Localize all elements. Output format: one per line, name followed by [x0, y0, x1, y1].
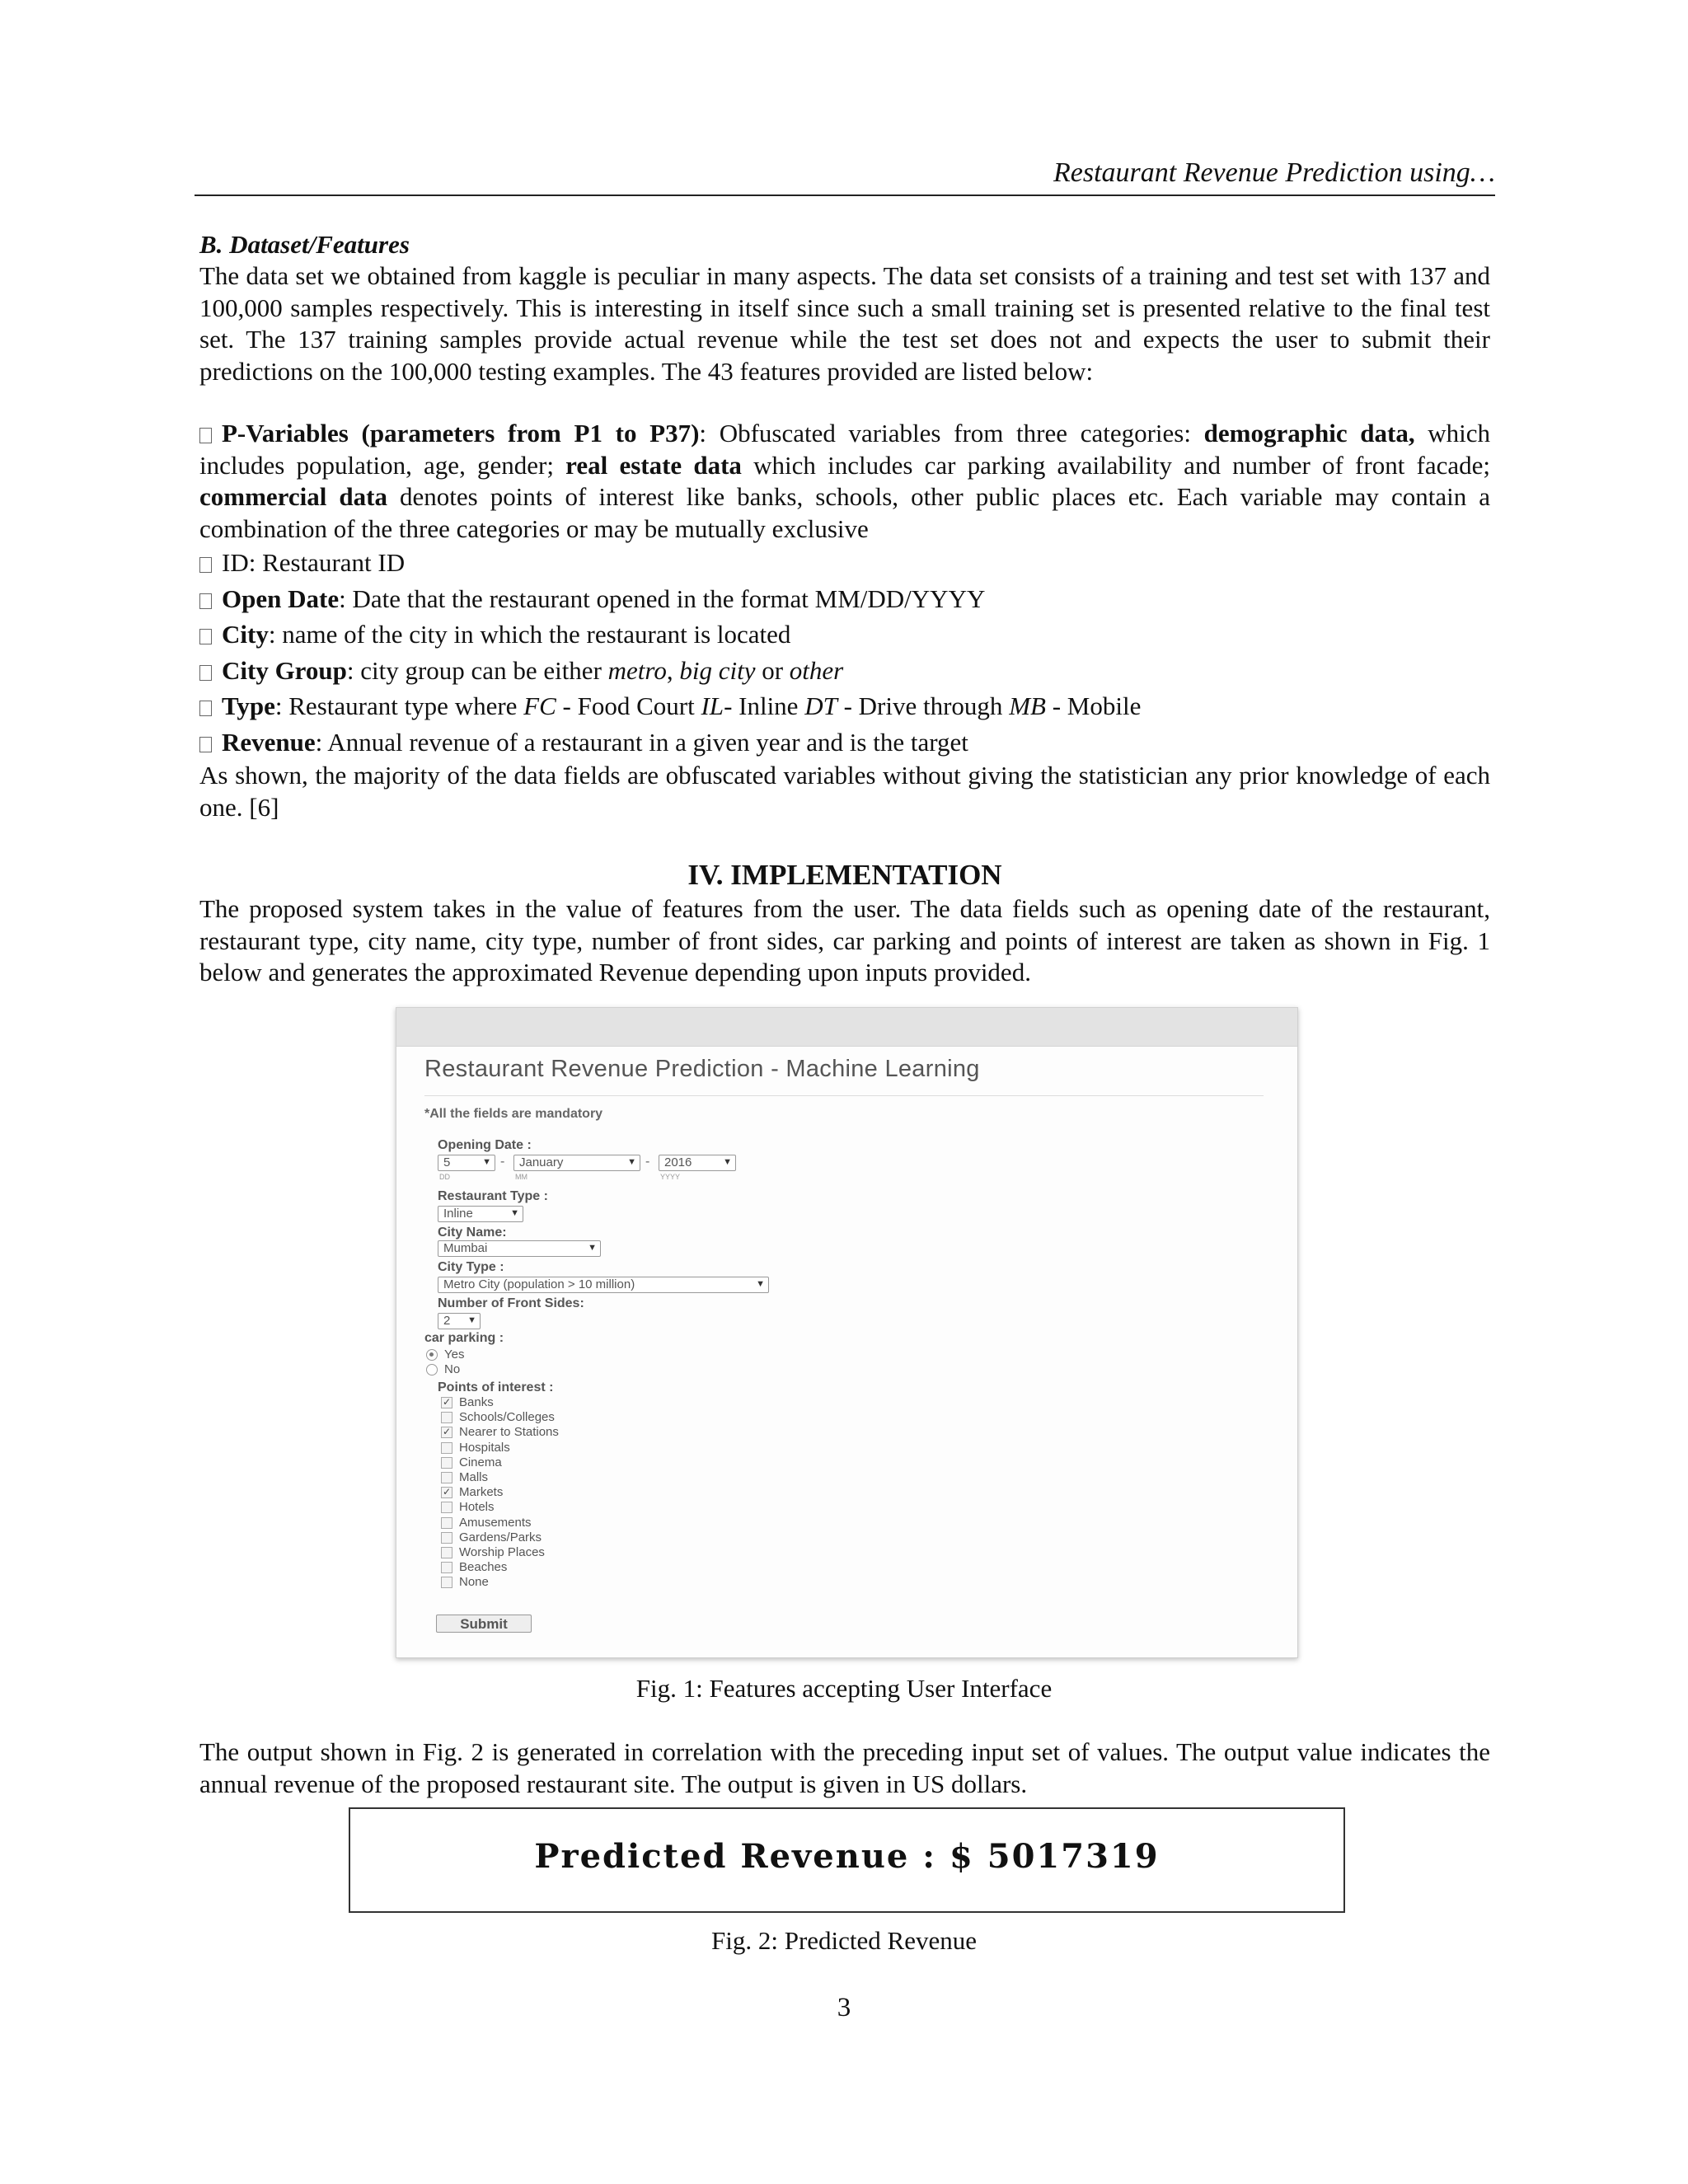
- poi-option-label: Banks: [459, 1395, 494, 1409]
- month-hint: MM: [515, 1173, 528, 1181]
- poi-option-label: None: [459, 1575, 489, 1590]
- bullet-box-icon: [199, 557, 212, 573]
- type-fc: FC: [523, 691, 556, 721]
- year-select[interactable]: [659, 1155, 736, 1171]
- city-group-text-2: ,: [666, 655, 680, 685]
- restaurant-type-select[interactable]: [438, 1206, 523, 1222]
- dataset-intro: The data set we obtained from kaggle is peculiar in many aspects. The data set consists of a training and test set with 137 and 100,000 samples respectively. This is interesting in itself since such a small training set is presented relative to the final test set. The 137 training samples provide actual revenue while the test set does not and expects the user to submit their predictions on the 100,000 testing examples. The 43 features provided are listed below:: [199, 261, 1490, 386]
- type-il: IL: [701, 691, 724, 721]
- restaurant-type-label: Restaurant Type :: [438, 1189, 548, 1203]
- opening-date-label: Opening Date :: [438, 1138, 532, 1152]
- poi-checkbox[interactable]: [441, 1412, 452, 1423]
- bullet-box-icon: [199, 665, 212, 681]
- poi-option-label: Worship Places: [459, 1545, 545, 1559]
- commercial-term: commercial data: [199, 482, 387, 512]
- poi-checkbox[interactable]: [441, 1547, 452, 1558]
- bullet-box-icon: [199, 428, 212, 443]
- city-desc: : name of the city in which the restaurant is located: [268, 620, 791, 649]
- poi-checkbox[interactable]: [441, 1472, 452, 1483]
- year-value: 2016: [664, 1155, 692, 1169]
- poi-option-label: Nearer to Stations: [459, 1425, 559, 1440]
- type-text-1: : Restaurant type where: [274, 691, 524, 721]
- revenue-desc: : Annual revenue of a restaurant in a given year and is the target: [315, 727, 968, 757]
- chevron-down-icon: ▼: [588, 1243, 597, 1253]
- id-item: [199, 545, 1490, 581]
- type-text-3: - Inline: [724, 691, 805, 721]
- feature-list: [199, 418, 1490, 824]
- poi-checkbox[interactable]: [441, 1442, 452, 1454]
- bullet-box-icon: [199, 629, 212, 644]
- open-date-term: Open Date: [222, 583, 340, 613]
- chevron-down-icon: ▼: [756, 1279, 765, 1289]
- poi-checkbox[interactable]: ✓: [442, 1486, 452, 1498]
- chevron-down-icon: ▼: [467, 1315, 476, 1325]
- month-value: January: [519, 1155, 564, 1169]
- form-title: Restaurant Revenue Prediction - Machine Learning: [424, 1056, 980, 1082]
- city-type-select[interactable]: [438, 1277, 769, 1293]
- day-hint: DD: [439, 1173, 450, 1181]
- year-hint: YYYY: [660, 1173, 681, 1181]
- mandatory-note: *All the fields are mandatory: [424, 1107, 603, 1121]
- poi-option-label: Beaches: [459, 1560, 508, 1575]
- parking-radio-yes[interactable]: [426, 1349, 438, 1361]
- dataset-closing: As shown, the majority of the data fields are obfuscated variables without giving the statistician any prior knowledge of each one. [6]: [199, 761, 1490, 822]
- poi-option-label: Malls: [459, 1470, 489, 1484]
- submit-button[interactable]: Submit: [436, 1615, 532, 1633]
- poi-checkbox[interactable]: [441, 1577, 452, 1588]
- figure-1-ui-screenshot: [396, 1007, 1298, 1658]
- front-sides-value: 2: [443, 1314, 451, 1328]
- page-number: 3: [837, 1993, 851, 2022]
- poi-option-label: Hotels: [459, 1500, 495, 1515]
- city-type-value: Metro City (population > 10 million): [443, 1277, 635, 1291]
- dataset-section: [199, 229, 1490, 387]
- type-mb: MB: [1009, 691, 1046, 721]
- restaurant-type-value: Inline: [443, 1207, 473, 1221]
- type-term: Type: [222, 691, 275, 721]
- chevron-down-icon: ▼: [510, 1208, 519, 1218]
- city-group-text-1: : city group can be either: [346, 655, 608, 685]
- implementation-title: IV. IMPLEMENTATION: [687, 859, 1002, 891]
- type-text-2: - Food Court: [556, 691, 701, 721]
- demographic-term: demographic data,: [1203, 419, 1415, 448]
- poi-checkbox[interactable]: [441, 1502, 452, 1513]
- figure-1-caption: Fig. 1: Features accepting User Interface: [635, 1674, 1053, 1703]
- city-item: [199, 616, 1490, 653]
- poi-label: Points of interest :: [438, 1380, 554, 1394]
- poi-checkbox[interactable]: ✓: [442, 1426, 452, 1438]
- city-group-item: [199, 653, 1490, 689]
- implementation-section: [199, 857, 1490, 989]
- bullet-box-icon: [199, 737, 212, 752]
- city-type-label: City Type :: [438, 1260, 504, 1274]
- front-sides-label: Number of Front Sides:: [438, 1296, 584, 1310]
- p-variables-term: P-Variables (parameters from P1 to P37): [222, 419, 700, 448]
- poi-checkbox[interactable]: [441, 1532, 452, 1544]
- real-estate-term: real estate data: [565, 450, 742, 480]
- type-text-5: - Mobile: [1045, 691, 1142, 721]
- dataset-heading: B. Dataset/Features: [199, 230, 410, 259]
- parking-radio-no[interactable]: [426, 1364, 438, 1376]
- p-variables-text-1: : Obfuscated variables from three categories:: [699, 419, 1204, 448]
- city-group-other: other: [789, 655, 844, 685]
- p-variables-text-4: denotes points of interest like banks, schools, other public places etc. Each variable may contain a combination of the three categories or may be mutually exclusive: [199, 482, 1490, 543]
- city-term: City: [222, 620, 269, 649]
- poi-option-label: Cinema: [459, 1455, 502, 1469]
- title-divider: [424, 1095, 1264, 1096]
- p-variables-text-3: which includes car parking availability and number of front facade;: [741, 450, 1490, 480]
- city-group-text-3: or: [755, 655, 790, 685]
- open-date-desc: : Date that the restaurant opened in the format MM/DD/YYYY: [339, 583, 986, 613]
- parking-option-label: No: [444, 1362, 461, 1376]
- type-text-4: - Drive through: [837, 691, 1010, 721]
- parking-option-label: Yes: [444, 1347, 465, 1361]
- type-item: [199, 688, 1490, 724]
- chevron-down-icon: ▼: [482, 1157, 491, 1167]
- city-name-select[interactable]: [438, 1240, 601, 1257]
- running-header: [195, 155, 1495, 196]
- bullet-box-icon: [199, 593, 212, 609]
- poi-checkbox[interactable]: [441, 1517, 452, 1529]
- poi-option-label: Schools/Colleges: [459, 1410, 555, 1425]
- poi-option-label: Hospitals: [459, 1440, 510, 1455]
- city-name-label: City Name:: [438, 1226, 507, 1240]
- implementation-para-2: The output shown in Fig. 2 is generated in correlation with the preceding input set of values. The output value indicates the annual revenue of the proposed restaurant site. The output is given in US dollars.: [199, 1737, 1490, 1798]
- output-description: [199, 1736, 1490, 1800]
- predicted-revenue-text: Predicted Revenue : $ 5017319: [534, 1837, 1160, 1876]
- poi-checkbox[interactable]: [441, 1457, 452, 1469]
- date-separator: -: [500, 1155, 505, 1169]
- day-value: 5: [443, 1155, 451, 1169]
- revenue-term: Revenue: [222, 727, 316, 757]
- revenue-item: [199, 724, 1490, 761]
- chevron-down-icon: ▼: [723, 1157, 732, 1167]
- car-parking-label: car parking :: [424, 1331, 504, 1345]
- front-sides-select[interactable]: [438, 1313, 481, 1329]
- date-separator: -: [645, 1155, 650, 1169]
- chevron-down-icon: ▼: [627, 1157, 636, 1167]
- open-date-item: [199, 581, 1490, 617]
- poi-option-label: Gardens/Parks: [459, 1530, 542, 1544]
- poi-option-label: Amusements: [459, 1515, 532, 1530]
- running-title: Restaurant Revenue Prediction using…: [1053, 157, 1495, 188]
- city-name-value: Mumbai: [443, 1241, 488, 1255]
- id-text: ID: Restaurant ID: [222, 548, 406, 578]
- figure-2-predicted-revenue: [349, 1807, 1345, 1913]
- implementation-para-1: The proposed system takes in the value of features from the user. The data fields such as opening date of the restaurant, restaurant type, city name, city type, number of front sides, car parking and points of interest are taken as shown in Fig. 1 below and generates the approximated Revenue depending upon inputs provided.: [199, 894, 1490, 987]
- figure-2-caption: Fig. 2: Predicted Revenue: [711, 1926, 977, 1955]
- poi-option-label: Markets: [459, 1485, 504, 1500]
- poi-checkbox[interactable]: [441, 1562, 452, 1573]
- poi-checkbox[interactable]: ✓: [442, 1396, 452, 1408]
- browser-topbar: [396, 1008, 1297, 1047]
- city-group-metro: metro: [607, 655, 667, 685]
- bullet-box-icon: [199, 701, 212, 716]
- p-variables-text-2: which includes population, age, gender;: [199, 419, 1491, 480]
- city-group-term: City Group: [222, 655, 347, 685]
- day-select[interactable]: [438, 1155, 495, 1171]
- type-dt: DT: [804, 691, 837, 721]
- city-group-big-city: big city: [679, 655, 756, 685]
- p-variables-item: [199, 418, 1490, 545]
- month-select[interactable]: [513, 1155, 640, 1171]
